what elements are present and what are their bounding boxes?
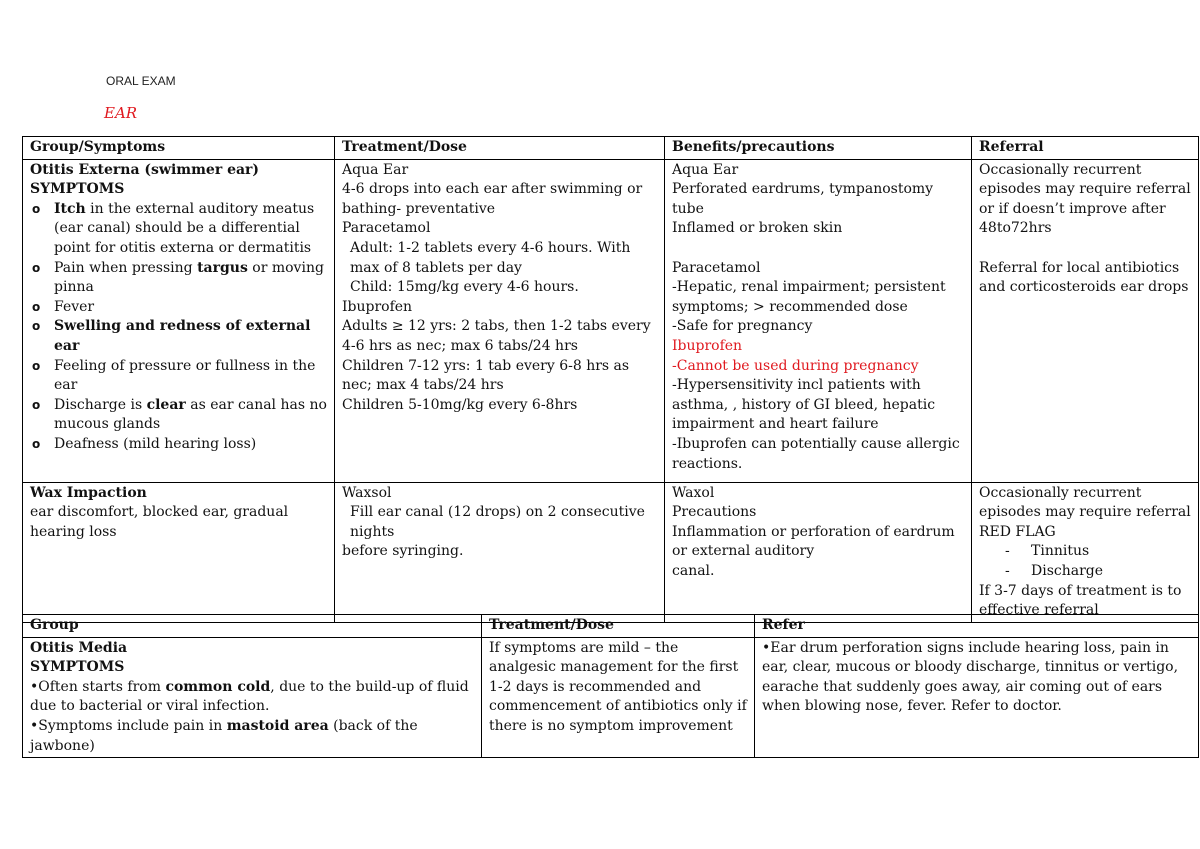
referral-line: Occasionally recurrent episodes may require referral or if doesn’t improve after 48to72hrs xyxy=(979,161,1191,237)
wax-benefits-cell xyxy=(665,482,972,622)
symptom-text: •Symptoms include pain in mastoid area (back of the jawbone) xyxy=(30,717,418,754)
symptom-text: ear discomfort, blocked ear, gradual hearing loss xyxy=(30,504,289,540)
table-row xyxy=(23,637,1199,758)
otitis-externa-referral-cell xyxy=(972,159,1199,482)
list-item: - Discharge xyxy=(979,562,1191,582)
list-item: o Discharge is clear as ear canal has no mucous glands xyxy=(30,396,327,435)
col-header-referral: Referral xyxy=(972,137,1199,160)
treatment-line: Adults ≥ 12 yrs: 2 tabs, then 1-2 tabs every 4-6 hrs as nec; max 6 tabs/24 hrs xyxy=(342,318,651,354)
benefit-line: Precautions xyxy=(672,504,757,521)
list-item: o Feeling of pressure or fullness in the ear xyxy=(30,357,327,396)
otitis-externa-treatment-cell xyxy=(335,159,665,482)
list-item: o Pain when pressing targus or moving pinna xyxy=(30,259,327,298)
wax-symptoms-cell xyxy=(23,482,335,622)
otitis-media-refer-cell: •Ear drum perforation signs include hearing loss, pain in ear, clear, mucous or bloody discharge, tinnitus or vertigo, earache that suddenly goes away, air coming out of ears when blowing nose, fever. Refer to doctor. xyxy=(755,637,1199,758)
red-flag-list xyxy=(979,542,1191,581)
benefit-line: Waxol xyxy=(672,484,715,501)
referral-line: If 3-7 days of treatment is to effective referral xyxy=(979,582,1182,619)
benefit-line: -Hypersensitivity incl patients with asthma, , history of GI bleed, hepatic impairment and heart failure xyxy=(672,377,936,433)
treatment-line: Ibuprofen xyxy=(342,298,413,315)
doc-header: ORAL EXAM xyxy=(106,74,176,88)
benefit-line: Paracetamol xyxy=(672,259,761,276)
treatment-line: Children 5-10mg/kg every 6-8hrs xyxy=(342,396,578,413)
symptom-text: •Often starts from common cold, due to the build-up of fluid due to bacterial or viral infection. xyxy=(30,678,469,715)
treatment-line: Adult: 1-2 tablets every 4-6 hours. With max of 8 tablets per day xyxy=(350,239,631,276)
condition-title: Wax Impaction xyxy=(30,484,147,501)
symptoms-label: SYMPTOMS xyxy=(30,181,125,198)
benefit-line: Inflammation or perforation of eardrum or external auditory xyxy=(672,523,955,560)
wax-treatment-cell xyxy=(335,482,665,622)
list-item: o Swelling and redness of external ear xyxy=(30,317,327,356)
symptoms-label: SYMPTOMS xyxy=(30,659,125,676)
treatment-line: Fill ear canal (12 drops) on 2 consecutive nights xyxy=(350,504,645,540)
referral-line: Occasionally recurrent episodes may require referral xyxy=(979,484,1191,521)
wax-referral-cell xyxy=(972,482,1199,622)
col-header-refer: Refer xyxy=(755,615,1199,638)
referral-line: Referral for local antibiotics and corticosteroids ear drops xyxy=(979,259,1189,296)
otitis-externa-symptoms-cell xyxy=(23,159,335,482)
benefit-line: Ibuprofen xyxy=(672,337,743,354)
benefit-line: -Cannot be used during pregnancy xyxy=(672,357,919,374)
list-item: o Itch in the external auditory meatus (ear canal) should be a differential point for otitis externa or dermatitis xyxy=(30,200,327,259)
benefit-line: canal. xyxy=(672,562,715,579)
list-item: o Fever xyxy=(30,298,327,318)
otitis-media-treatment-cell: If symptoms are mild – the analgesic management for the first 1-2 days is recommended and commencement of antibiotics only if there is no symptom improvement xyxy=(482,637,755,758)
condition-title: Otitis Externa (swimmer ear) xyxy=(30,161,260,178)
table-header-row xyxy=(23,615,1199,638)
benefit-line: Perforated eardrums, tympanostomy tube xyxy=(672,181,934,217)
benefit-line: Aqua Ear xyxy=(672,161,739,178)
treatment-line: before syringing. xyxy=(342,543,464,560)
ear-table-1 xyxy=(22,136,1199,623)
list-item: o Deafness (mild hearing loss) xyxy=(30,435,327,455)
benefit-line: -Safe for pregnancy xyxy=(672,318,813,335)
treatment-line: Aqua Ear xyxy=(342,161,409,178)
table-row xyxy=(23,159,1199,482)
treatment-line: Children 7-12 yrs: 1 tab every 6-8 hrs as nec; max 4 tabs/24 hrs xyxy=(342,357,630,394)
benefit-line: -Hepatic, renal impairment; persistent symptoms; > recommended dose xyxy=(672,279,946,315)
symptom-list xyxy=(30,200,327,455)
treatment-line: Paracetamol xyxy=(342,220,431,237)
col-header-benefits: Benefits/precautions xyxy=(665,137,972,160)
table-header-row xyxy=(23,137,1199,160)
treatment-line: 4-6 drops into each ear after swimming or bathing- preventative xyxy=(342,181,643,217)
ear-table-2 xyxy=(22,614,1199,758)
section-title: EAR xyxy=(104,104,138,122)
otitis-media-symptoms-cell xyxy=(23,637,482,758)
benefit-line: Inflamed or broken skin xyxy=(672,220,843,237)
condition-title: Otitis Media xyxy=(30,639,128,656)
red-flag-label: RED FLAG xyxy=(979,523,1056,540)
otitis-externa-benefits-cell xyxy=(665,159,972,482)
benefit-line: -Ibuprofen can potentially cause allergic reactions. xyxy=(672,435,960,472)
treatment-line: Child: 15mg/kg every 4-6 hours. xyxy=(350,279,579,296)
treatment-line: Waxsol xyxy=(342,484,392,501)
list-item: - Tinnitus xyxy=(979,542,1191,562)
col-header-group: Group/Symptoms xyxy=(23,137,335,160)
col-header-treatment: Treatment/Dose xyxy=(482,615,755,638)
table-row xyxy=(23,482,1199,622)
col-header-group: Group xyxy=(23,615,482,638)
col-header-treatment: Treatment/Dose xyxy=(335,137,665,160)
